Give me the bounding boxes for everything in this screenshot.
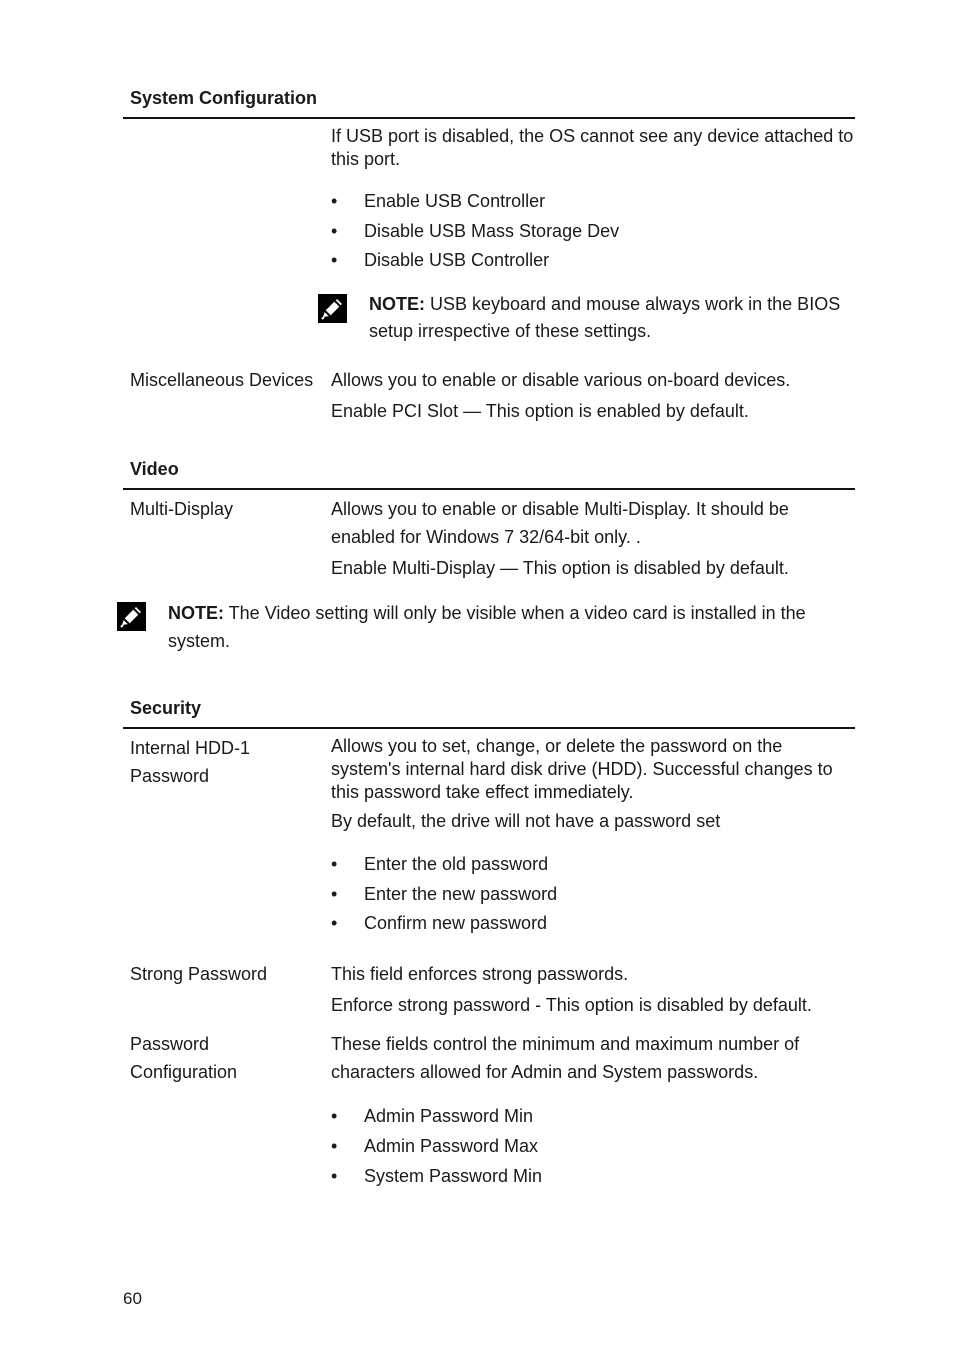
password-configuration-description: These fields control the minimum and maximum number of characters allowed for Admin and System passwords.	[331, 1034, 800, 1082]
usb-options-list	[331, 187, 851, 276]
password-configuration-label: Password Configuration	[130, 1034, 238, 1082]
section-title-video: Video	[130, 459, 179, 479]
multi-display-description: Allows you to enable or disable Multi-Display. It should be enabled for Windows 7 32/64-bit only. .	[331, 499, 789, 547]
note-label: NOTE:	[369, 294, 425, 314]
section-rule	[123, 727, 855, 729]
section-rule	[123, 488, 855, 490]
strong-password-option: Enforce strong password - This option is disabled by default.	[331, 995, 812, 1015]
note-label: NOTE:	[168, 603, 224, 623]
list-item: • System Password Min	[331, 1161, 851, 1191]
note-pencil-icon	[318, 294, 347, 328]
video-note	[168, 599, 855, 655]
section-title-system-configuration: System Configuration	[130, 88, 318, 108]
list-item: • Admin Password Max	[331, 1131, 851, 1161]
section-rule	[123, 117, 855, 119]
misc-devices-description: Allows you to enable or disable various on-board devices.	[331, 370, 791, 390]
misc-devices-label: Miscellaneous Devices	[130, 370, 314, 390]
note-text: USB keyboard and mouse always work in the BIOS setup irrespective of these settings.	[369, 294, 841, 341]
strong-password-label: Strong Password	[130, 964, 268, 984]
usb-description: If USB port is disabled, the OS cannot see any device attached to this port.	[331, 126, 854, 169]
list-item: • Confirm new password	[331, 909, 851, 939]
misc-devices-option: Enable PCI Slot — This option is enabled by default.	[331, 401, 749, 421]
hdd-password-default: By default, the drive will not have a password set	[331, 811, 721, 831]
list-item: • Enter the old password	[331, 850, 851, 880]
password-configuration-options-list	[331, 1101, 851, 1191]
page-number: 60	[123, 1289, 142, 1308]
usb-note	[369, 291, 855, 345]
section-title-security: Security	[130, 698, 202, 718]
list-item: • Enter the new password	[331, 880, 851, 910]
multi-display-option: Enable Multi-Display — This option is disabled by default.	[331, 558, 789, 578]
note-pencil-icon	[117, 602, 146, 636]
hdd-password-description: Allows you to set, change, or delete the password on the system's internal hard disk drive (HDD). Successful changes to this password take effect immediately.	[331, 736, 833, 802]
list-item: • Disable USB Controller	[331, 246, 851, 276]
list-item: • Admin Password Min	[331, 1101, 851, 1131]
list-item: • Disable USB Mass Storage Dev	[331, 217, 851, 247]
hdd-password-options-list	[331, 850, 851, 939]
hdd-password-label: Internal HDD-1 Password	[130, 738, 251, 786]
multi-display-label: Multi-Display	[130, 499, 234, 519]
list-item: • Enable USB Controller	[331, 187, 851, 217]
note-text: The Video setting will only be visible when a video card is installed in the system.	[168, 603, 806, 651]
strong-password-description: This field enforces strong passwords.	[331, 964, 629, 984]
